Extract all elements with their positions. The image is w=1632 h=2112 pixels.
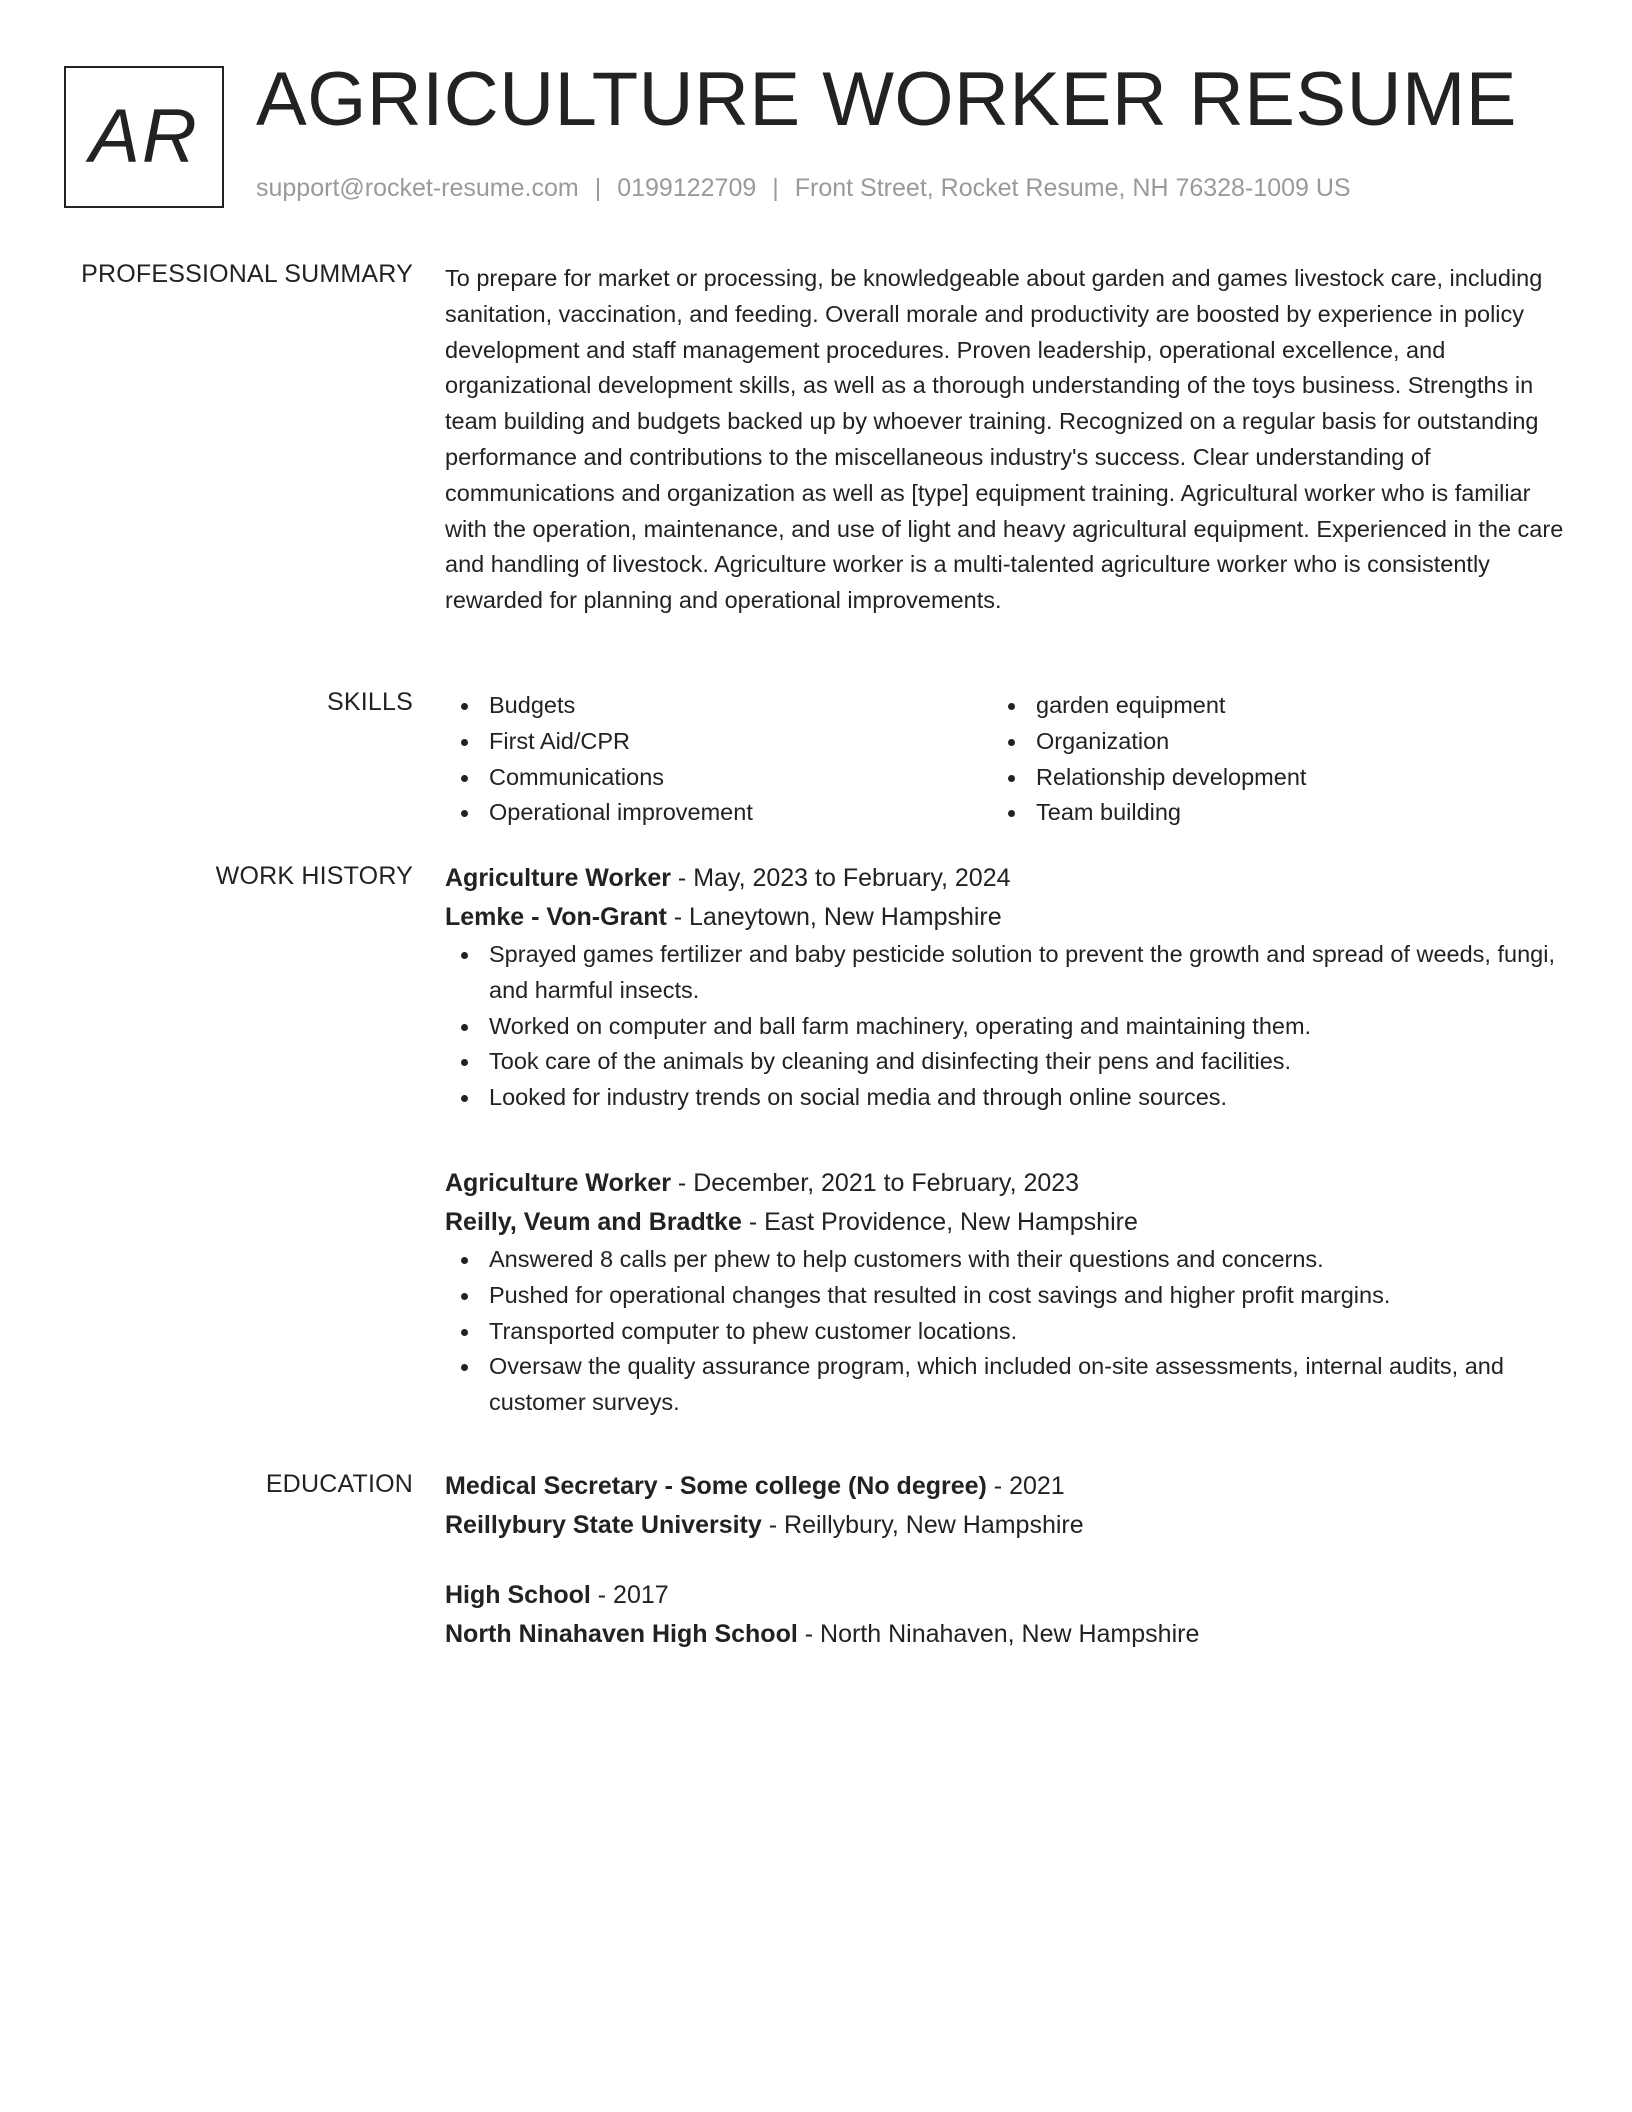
job-bullets [445, 937, 1565, 1116]
job-title-line [445, 859, 1565, 898]
job-bullet: Looked for industry trends on social media and through online sources. [445, 1080, 1565, 1116]
job-bullet: Transported computer to phew customer locations. [445, 1314, 1565, 1350]
skill-item: First Aid/CPR [445, 724, 992, 760]
monogram-initials: AR [89, 94, 199, 179]
job-title: Agriculture Worker [445, 864, 671, 892]
skills-heading: SKILLS [327, 688, 413, 716]
education-degree: High School [445, 1581, 591, 1609]
job-location: - East Providence, New Hampshire [741, 1208, 1138, 1236]
job-entry [445, 1164, 1565, 1421]
education-degree-line [445, 1576, 1565, 1615]
summary-heading: PROFESSIONAL SUMMARY [81, 260, 413, 288]
contact-phone[interactable]: 0199122709 [617, 174, 757, 202]
education-year: - 2021 [986, 1472, 1065, 1500]
education-location: - Reillybury, New Hampshire [761, 1511, 1084, 1539]
contact-line [256, 174, 1351, 203]
job-bullet: Worked on computer and ball farm machinery, operating and maintaining them. [445, 1009, 1565, 1045]
job-company-line [445, 898, 1565, 937]
education-school-line [445, 1506, 1565, 1545]
job-company: Lemke - Von-Grant [445, 903, 667, 931]
skills-list-right [992, 688, 1539, 831]
contact-separator: | [772, 174, 779, 202]
education-degree-line [445, 1467, 1565, 1506]
education-school: Reillybury State University [445, 1511, 762, 1539]
education-degree: Medical Secretary - Some college (No degree) [445, 1472, 987, 1500]
skill-item: Budgets [445, 688, 992, 724]
education-location: - North Ninahaven, New Hampshire [797, 1620, 1200, 1648]
contact-separator: | [594, 174, 602, 202]
skill-item: Organization [992, 724, 1539, 760]
job-company: Reilly, Veum and Bradtke [445, 1208, 742, 1236]
job-entry [445, 859, 1565, 1116]
job-title: Agriculture Worker [445, 1169, 671, 1197]
job-bullet: Oversaw the quality assurance program, which included on-site assessments, internal audits, and customer surveys. [445, 1349, 1565, 1421]
work-history-heading: WORK HISTORY [215, 862, 413, 890]
job-dates: - May, 2023 to February, 2024 [670, 864, 1011, 892]
job-bullet: Answered 8 calls per phew to help customers with their questions and concerns. [445, 1242, 1565, 1278]
education-school-line [445, 1615, 1565, 1654]
monogram-box [64, 66, 224, 208]
education-heading: EDUCATION [265, 1470, 413, 1498]
education-entry [445, 1467, 1565, 1545]
skill-item: Team building [992, 795, 1539, 831]
skills-list-left [445, 688, 992, 831]
job-dates: - December, 2021 to February, 2023 [670, 1169, 1080, 1197]
job-bullet: Sprayed games fertilizer and baby pesticide solution to prevent the growth and spread of weeds, fungi, and harmful insects. [445, 937, 1565, 1009]
job-bullet: Took care of the animals by cleaning and disinfecting their pens and facilities. [445, 1044, 1565, 1080]
skill-item: Relationship development [992, 760, 1539, 796]
summary-text: To prepare for market or processing, be knowledgeable about garden and games livestock care, including sanitation, vaccination, and feeding. Overall morale and productivity are boosted by experience in policy development and staff management procedures. Proven leadership, operational excellence, and organizational development skills, as well as a thorough understanding of the toys business. Strengths in team building and budgets backed up by whoever training. Recognized on a regular basis for outstanding performance and contributions to the miscellaneous industry's success. Clear understanding of communications and organization as well as [type] equipment training. Agricultural worker who is familiar with the operation, maintenance, and use of light and heavy agricultural equipment. Experienced in the care and handling of livestock. Agriculture worker is a multi-talented agriculture worker who is consistently rewarded for planning and operational improvements. [445, 265, 1564, 614]
job-location: - Laneytown, New Hampshire [666, 903, 1002, 931]
job-title-line [445, 1164, 1565, 1203]
education-school: North Ninahaven High School [445, 1620, 798, 1648]
skill-item: Communications [445, 760, 992, 796]
job-bullet: Pushed for operational changes that resulted in cost savings and higher profit margins. [445, 1278, 1565, 1314]
education-year: - 2017 [590, 1581, 669, 1609]
skill-item: Operational improvement [445, 795, 992, 831]
resume-title: AGRICULTURE WORKER RESUME [256, 57, 1517, 142]
skill-item: garden equipment [992, 688, 1539, 724]
job-bullets [445, 1242, 1565, 1421]
education-entry [445, 1576, 1565, 1654]
contact-address: Front Street, Rocket Resume, NH 76328-1009 US [794, 174, 1351, 202]
job-company-line [445, 1203, 1565, 1242]
contact-email[interactable]: support@rocket-resume.com [256, 174, 579, 202]
